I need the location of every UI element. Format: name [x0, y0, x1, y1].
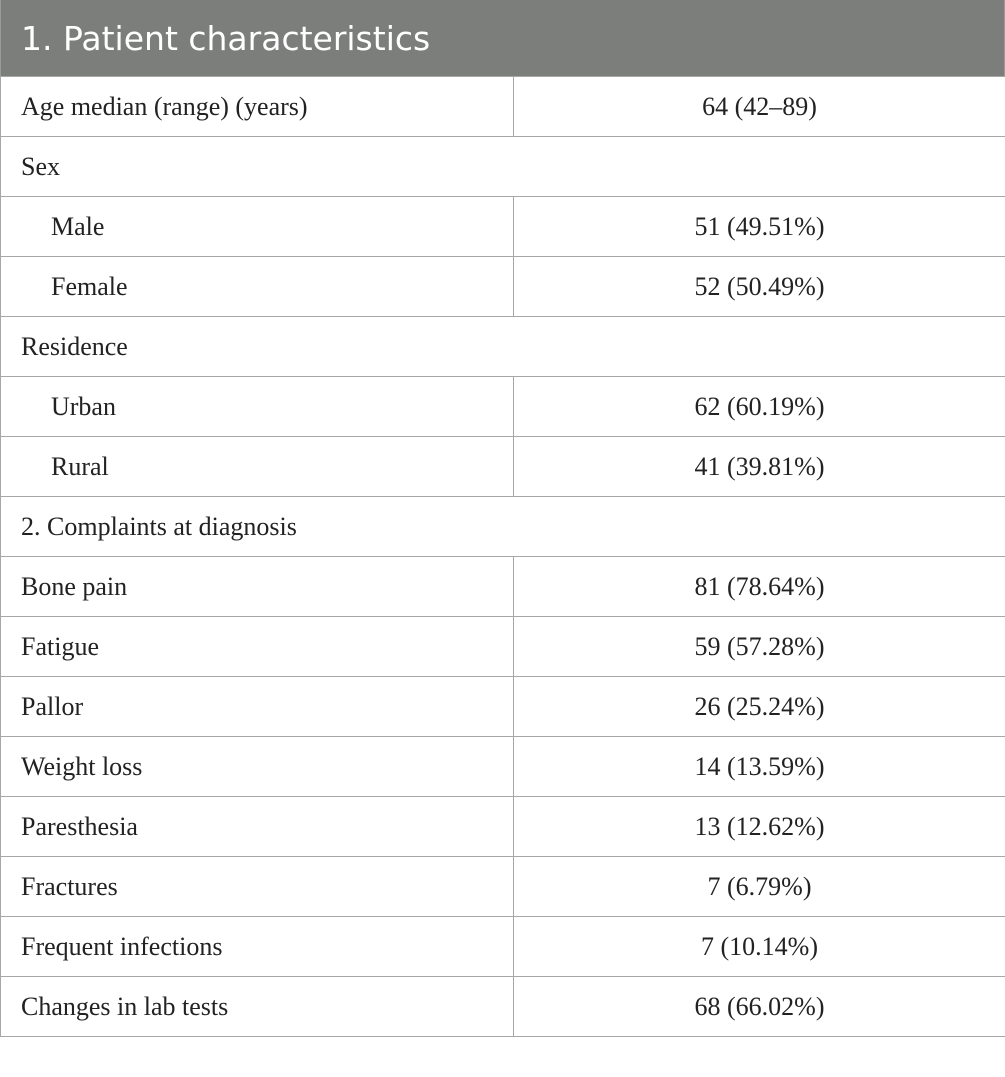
row-value: 13 (12.62%) [514, 797, 1005, 857]
row-value: 41 (39.81%) [514, 437, 1005, 497]
row-value: 52 (50.49%) [514, 257, 1005, 317]
table-row-complaints-heading [1, 497, 1005, 557]
row-label: Fractures [1, 857, 514, 917]
row-value: 26 (25.24%) [514, 677, 1005, 737]
row-label: Weight loss [1, 737, 514, 797]
row-label: Male [1, 197, 514, 257]
table-row-lab-changes [1, 977, 1005, 1037]
table-row-bone-pain [1, 557, 1005, 617]
section-label: 2. Complaints at diagnosis [1, 497, 1005, 557]
table-row-fractures [1, 857, 1005, 917]
table-row-pallor [1, 677, 1005, 737]
table-row-frequent-infections [1, 917, 1005, 977]
table-row-age [1, 77, 1005, 137]
row-value: 51 (49.51%) [514, 197, 1005, 257]
table-header [0, 0, 1005, 76]
row-value: 7 (10.14%) [514, 917, 1005, 977]
row-label: Age median (range) (years) [1, 77, 514, 137]
row-label: Pallor [1, 677, 514, 737]
table-row-paresthesia [1, 797, 1005, 857]
table-title: 1. Patient characteristics [21, 18, 431, 58]
row-value: 59 (57.28%) [514, 617, 1005, 677]
row-label: Frequent infections [1, 917, 514, 977]
data-table [0, 76, 1005, 1037]
table-row-weight-loss [1, 737, 1005, 797]
table-row-fatigue [1, 617, 1005, 677]
row-value: 62 (60.19%) [514, 377, 1005, 437]
row-label: Urban [1, 377, 514, 437]
table-row-sex-heading [1, 137, 1005, 197]
row-value: 14 (13.59%) [514, 737, 1005, 797]
row-value: 81 (78.64%) [514, 557, 1005, 617]
row-label: Paresthesia [1, 797, 514, 857]
row-label: Rural [1, 437, 514, 497]
section-label: Residence [1, 317, 1005, 377]
row-label: Bone pain [1, 557, 514, 617]
table-row-male [1, 197, 1005, 257]
table-row-female [1, 257, 1005, 317]
row-label: Fatigue [1, 617, 514, 677]
table-row-rural [1, 437, 1005, 497]
row-value: 7 (6.79%) [514, 857, 1005, 917]
row-label: Changes in lab tests [1, 977, 514, 1037]
row-value: 68 (66.02%) [514, 977, 1005, 1037]
table-row-urban [1, 377, 1005, 437]
section-label: Sex [1, 137, 1005, 197]
table-row-residence-heading [1, 317, 1005, 377]
row-value: 64 (42–89) [514, 77, 1005, 137]
row-label: Female [1, 257, 514, 317]
